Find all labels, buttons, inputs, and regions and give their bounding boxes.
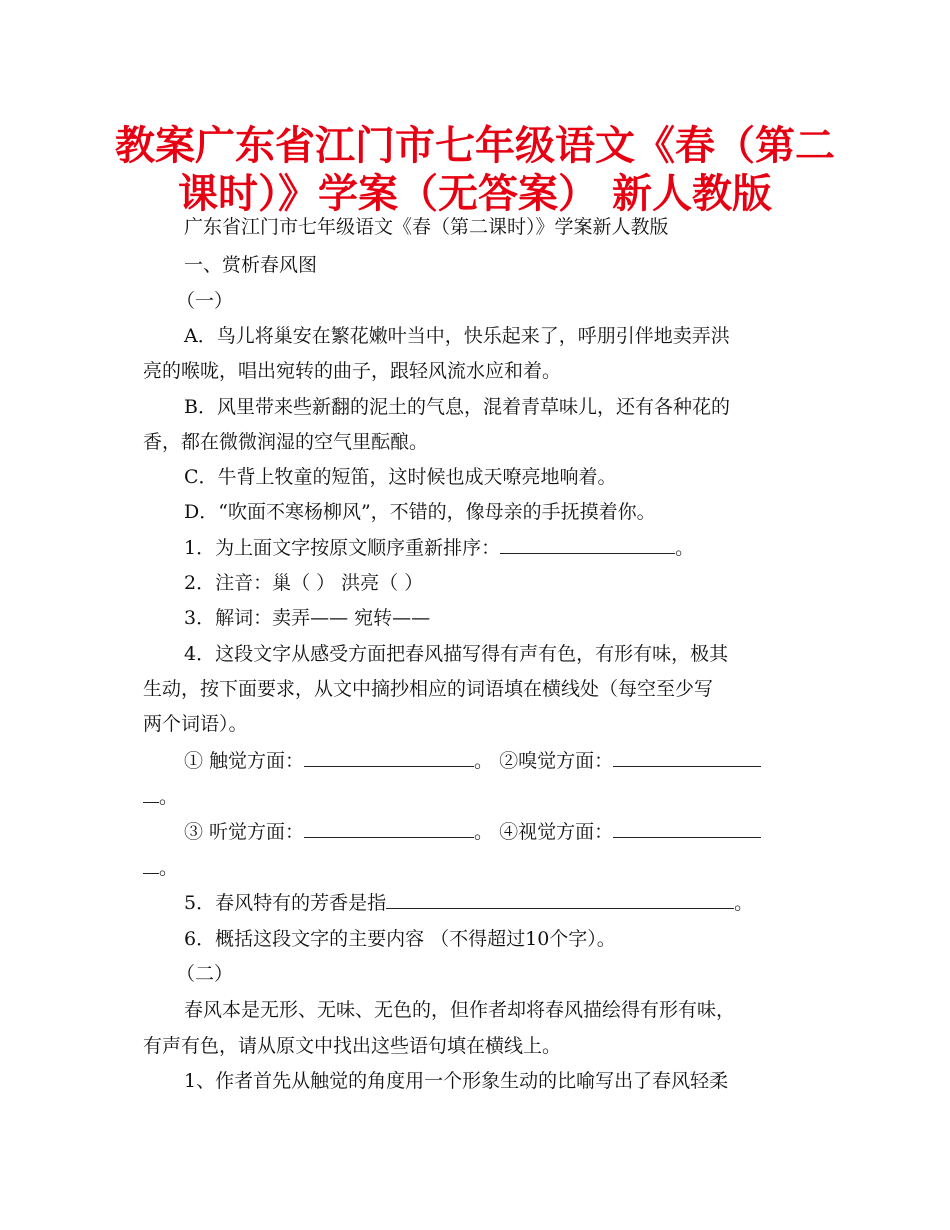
question-6: 6．概括这段文字的主要内容 （不得超过10个字）。 [184,928,616,950]
sound-label: ③ 听觉方面： [184,821,305,843]
question-2: 2．注音：巢（ ） 洪亮（ ） [184,572,424,594]
question-4-row-2-cont [143,855,178,881]
passage-b-line-1: B．风里带来些新翻的泥土的气息，混着青草味儿，还有各种花的 [184,396,730,418]
question-4-row-1-cont [143,784,178,810]
part-one-label: （一） [176,290,234,312]
touch-answer-blank[interactable] [304,748,474,767]
question-4-line-2: 生动，按下面要求，从文中摘抄相应的词语填在横线处（每空至少写 [143,678,714,700]
passage-a-line-2: 亮的喉咙，唱出宛转的曲子，跟轻风流水应和着。 [143,360,562,382]
question-4-row-1 [184,748,761,774]
part-two-label: （二） [176,963,234,985]
passage-c-line: C．牛背上牧童的短笛，这时候也成天嘹亮地响着。 [184,466,617,488]
question-5 [184,890,753,916]
document-title-line-2: 课时）》学案（无答案） 新人教版 [178,171,772,217]
question-4-row-2 [184,819,761,845]
passage-d-line: D．“吹面不寒杨柳风”，不错的，像母亲的手抚摸着你。 [184,501,656,523]
smell-label: 。 ②嗅觉方面： [474,750,614,772]
passage-b-line-2: 香，都在微微润湿的空气里酝酿。 [143,431,429,453]
passage-a-line-1: A．鸟儿将巢安在繁花嫩叶当中，快乐起来了，呼朋引伴地卖弄洪 [184,325,730,347]
question-4-line-1: 4．这段文字从感受方面把春风描写得有声有色，有形有味，极其 [184,643,729,665]
sight-label: 。 ④视觉方面： [474,821,614,843]
question-3: 3．解词：卖弄—— 宛转—— [184,607,431,629]
section-heading: 一、赏析春风图 [184,254,318,276]
part-two-intro-line-1: 春风本是无形、无味、无色的，但作者却将春风描绘得有形有味， [184,999,736,1021]
answer-blank[interactable] [500,535,675,554]
sound-answer-blank[interactable] [304,819,474,838]
touch-label: ① 触觉方面： [184,750,305,772]
smell-answer-blank-cont[interactable] [143,784,159,803]
question-5-text: 5．春风特有的芳香是指 [184,892,387,914]
smell-answer-blank[interactable] [613,748,761,767]
fragrance-answer-blank[interactable] [386,890,734,909]
part-two-question-1: 1、作者首先从触觉的角度用一个形象生动的比喻写出了春风轻柔 [184,1070,729,1092]
period: 。 [159,786,179,808]
period: 。 [159,857,179,879]
sight-answer-blank-cont[interactable] [143,855,159,874]
document-title-line-1: 教案广东省江门市七年级语文《春（第二 [115,123,835,169]
period: 。 [734,892,754,914]
question-4-line-3: 两个词语）。 [143,713,248,735]
question-1-end: 。 [675,537,695,559]
part-two-intro-line-2: 有声有色，请从原文中找出这些语句填在横线上。 [143,1035,562,1057]
sight-answer-blank[interactable] [613,819,761,838]
question-1-text: 1．为上面文字按原文顺序重新排序： [184,537,501,559]
subtitle: 广东省江门市七年级语文《春（第二课时）》学案新人教版 [184,216,669,238]
question-1 [184,535,694,561]
